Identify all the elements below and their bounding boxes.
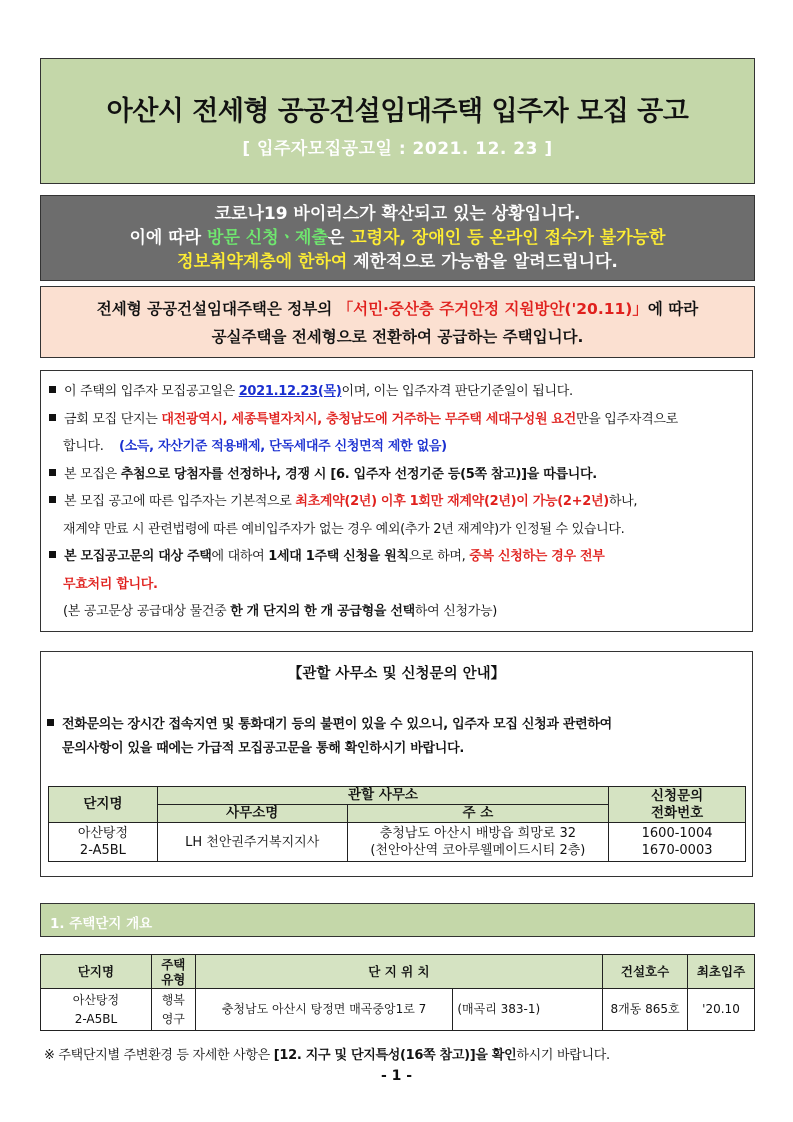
notice-list — [40, 370, 753, 632]
bullet-icon — [47, 719, 54, 726]
covid-line-3: 정보취약계층에 한하여 제한적으로 가능함을 알려드립니다. — [177, 252, 618, 272]
page-number: - 1 - — [380, 1068, 413, 1084]
notice-item: 본 모집 공고에 따른 입주자는 기본적으로 최초계약(2년) 이후 1회만 재계약(2년)이 가능(2+2년)하나, — [49, 488, 752, 516]
announcement-title-box — [40, 58, 755, 184]
complex-table — [40, 954, 755, 1031]
table-header: 주택 유형 — [151, 955, 195, 989]
covid-line-1: 코로나19 바이러스가 확산되고 있는 상황입니다. — [214, 204, 581, 224]
table-header: 주 소 — [347, 805, 609, 823]
bullet-icon — [49, 551, 56, 558]
notice-item: 본 모집은 추첨으로 당첨자를 선정하나, 경쟁 시 [6. 입주자 선정기준 등(5쪽 참고)]을 따릅니다. — [49, 461, 752, 489]
table-header: 단 지 위 치 — [195, 955, 602, 989]
section-title: 1. 주택단지 개요 — [40, 903, 755, 937]
table-header: 관할 사무소 — [157, 787, 608, 805]
table-header: 신청문의 전화번호 — [609, 787, 746, 823]
page-title: 아산시 전세형 공공건설임대주택 입주자 모집 공고 — [106, 96, 689, 127]
intro-box — [40, 286, 755, 358]
announcement-date: [ 입주자모집공고일 : 2021. 12. 23 ] — [242, 139, 553, 159]
notice-item: 본 모집공고문의 대상 주택에 대하여 1세대 1주택 신청을 원칙으로 하며, 중복 신청하는 경우 전부 — [49, 543, 752, 571]
office-message: 전화문의는 장시간 접속지연 및 통화대기 등의 불편이 있을 수 있으니, 입주자 모집 신청과 관련하여 문의사항이 있을 때에는 가급적 모집공고문을 통해 확인하시기 바랍니다. — [47, 713, 752, 761]
notice-item-continued: (본 공고문상 공급대상 물건중 한 개 단지의 한 개 공급형을 선택하여 신청가능) — [63, 604, 498, 619]
covid-line-2: 이에 따라 방문 신청ㆍ제출은 고령자, 장애인 등 온라인 접수가 불가능한 — [129, 228, 666, 248]
notice-item-continued: 합니다. (소득, 자산기준 적용배제, 단독세대주 신청면적 제한 없음) — [63, 439, 447, 454]
bullet-icon — [49, 414, 56, 421]
table-header: 사무소명 — [157, 805, 347, 823]
covid-notice-box — [40, 195, 755, 281]
notice-item-continued: 재계약 만료 시 관련법령에 따른 예비입주자가 없는 경우 예외(추가 2년 재계약)가 인정될 수 있습니다. — [63, 521, 625, 537]
footnote: ※ 주택단지별 주변환경 등 자세한 사항은 [12. 지구 및 단지특성(16쪽 참고)]을 확인하시기 바랍니다. — [44, 1048, 610, 1063]
notice-item-continued: 무효처리 합니다. — [63, 576, 158, 592]
office-table — [48, 786, 746, 862]
office-info-box — [40, 651, 753, 877]
notice-item: 금회 모집 단지는 대전광역시, 세종특별자치시, 충청남도에 거주하는 무주택 세대구성원 요건만을 입주자격으로 — [49, 406, 752, 434]
bullet-icon — [49, 386, 56, 393]
intro-line-1: 전세형 공공건설임대주택은 정부의 「서민·중산층 주거안정 지원방안('20.11)」에 따라 — [96, 300, 699, 318]
table-header: 단지명 — [41, 955, 152, 989]
bullet-icon — [49, 469, 56, 476]
bullet-icon — [49, 496, 56, 503]
table-header: 최초입주 — [688, 955, 755, 989]
notice-item: 이 주택의 입주자 모집공고일은 2021.12.23(목)이며, 이는 입주자격 판단기준일이 됩니다. — [49, 378, 752, 406]
table-row: 아산탕정 2-A5BL LH 천안권주거복지지사 충청남도 아산시 배방읍 희망로 32 (천안아산역 코아루웰메이드시티 2층) 1600-1004 1670-0003 — [49, 823, 746, 862]
office-heading: 【관할 사무소 및 신청문의 안내】 — [287, 666, 506, 682]
table-header: 건설호수 — [603, 955, 688, 989]
intro-line-2: 공실주택을 전세형으로 전환하여 공급하는 주택입니다. — [211, 328, 584, 346]
table-row: 아산탕정 2-A5BL 행복 영구 충청남도 아산시 탕정면 매곡중앙1로 7 (매곡리 383-1) 8개동 865호 '20.10 — [41, 989, 755, 1031]
table-header: 단지명 — [49, 787, 158, 823]
